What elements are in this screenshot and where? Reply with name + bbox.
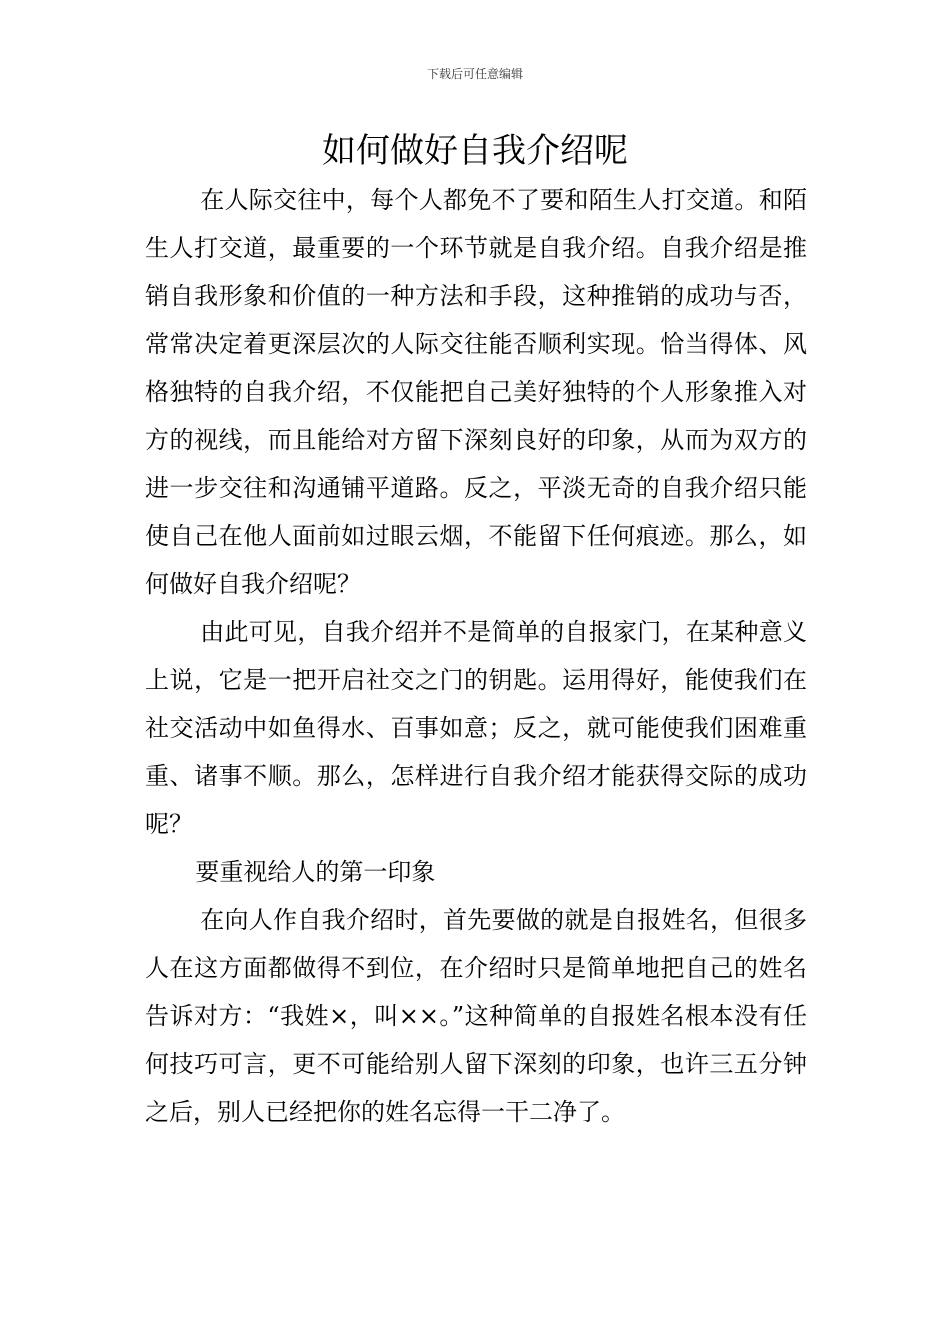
section-heading: 要重视给人的第一印象 (195, 858, 436, 886)
paragraph-key-point: 由此可见，自我介绍并不是简单的自报家门，在某种意义上说，它是一把开启社交之门的钥匙。运用得好，能使我们在社交活动中如鱼得水、百事如意；反之，就可能使我们困难重重、诸事不顺。那么，怎样进行自我介绍才能获得交际的成功呢？ (145, 618, 807, 838)
page-title: 如何做好自我介绍呢 (322, 131, 628, 171)
article-body (145, 176, 807, 1136)
paragraph-name-introduction: 在向人作自我介绍时，首先要做的就是自报姓名，但很多人在这方面都做得不到位，在介绍时只是简单地把自己的姓名告诉对方：“我姓×，叫××。”这种简单的自报姓名根本没有任何技巧可言，更不可能给别人留下深刻的印象，也许三五分钟之后，别人已经把你的姓名忘得一干二净了。 (145, 906, 807, 1126)
download-note: 下载后可任意编辑 (426, 67, 523, 81)
paragraph-intro: 在人际交往中，每个人都免不了要和陌生人打交道。和陌生人打交道，最重要的一个环节就是自我介绍。自我介绍是推销自我形象和价值的一种方法和手段，这种推销的成功与否，常常决定着更深层次的人际交往能否顺利实现。恰当得体、风格独特的自我介绍，不仅能把自己美好独特的个人形象推入对方的视线，而且能给对方留下深刻良好的印象，从而为双方的进一步交往和沟通铺平道路。反之，平淡无奇的自我介绍只能使自己在他人面前如过眼云烟，不能留下任何痕迹。那么，如何做好自我介绍呢？ (145, 186, 807, 598)
